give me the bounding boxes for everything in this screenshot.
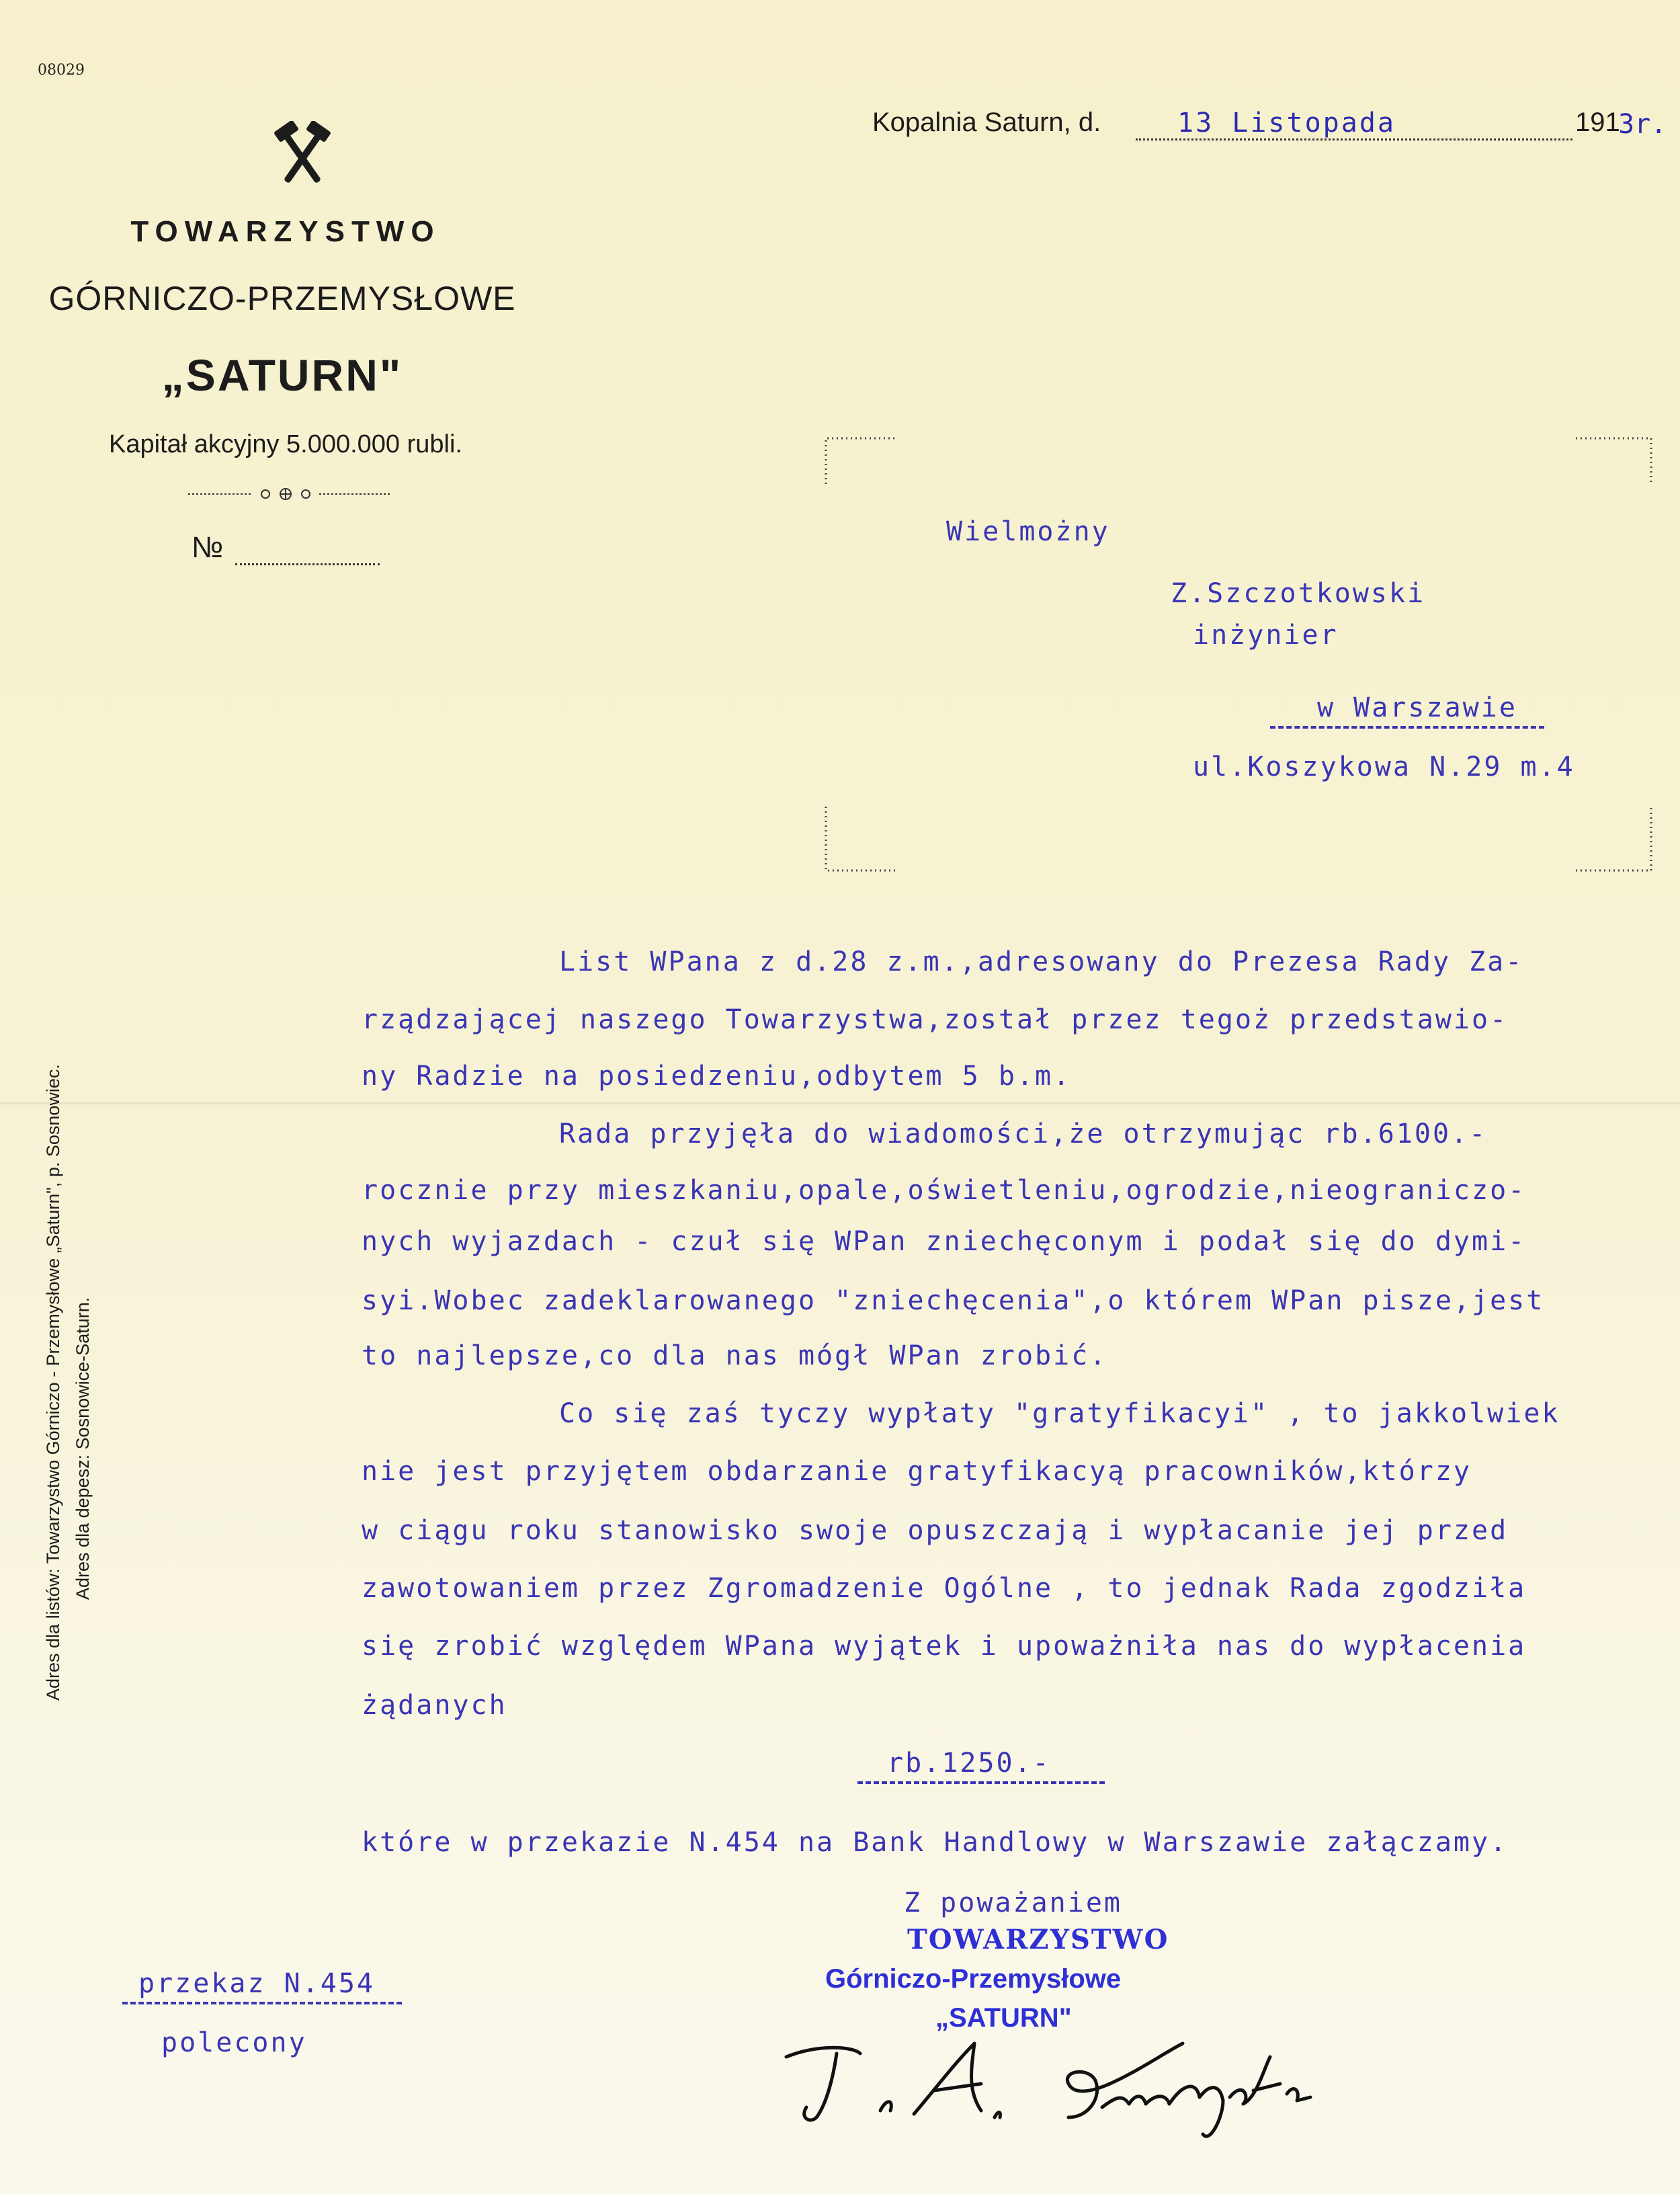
document-id: 08029 — [38, 62, 85, 79]
stamp-line-1: TOWARZYSTWO — [907, 1924, 1169, 1955]
body-line: rządzającej naszego Towarzystwa,został przez tegoż przedstawio- — [362, 1004, 1509, 1035]
body-line: żądanych — [362, 1690, 507, 1721]
recipient-city: w Warszawie — [1270, 692, 1544, 729]
company-line-2: GÓRNICZO-PRZEMYSŁOWE — [48, 280, 516, 317]
enclosure-note: polecony — [161, 2027, 307, 2058]
payment-amount: rb.1250.- — [857, 1748, 1105, 1784]
body-line: się zrobić względem WPana wyjątek i upoważniła nas do wypłacenia — [362, 1631, 1527, 1662]
body-line: rocznie przy mieszkaniu,opale,oświetleniu,ogrodzie,nieograniczo- — [362, 1175, 1527, 1206]
stamp-line-2: Górniczo-Przemysłowe — [825, 1964, 1122, 1994]
side-address-telegrams: Adres dla depesz: Sosnowice-Saturn. — [73, 1297, 93, 1600]
reference-number-label: № — [192, 531, 224, 564]
recipient-salutation: Wielmożny — [946, 516, 1110, 547]
body-line: Rada przyjęła do wiadomości,że otrzymując rb.6100.- — [559, 1119, 1488, 1149]
date-year-prefix: 191 — [1575, 108, 1620, 137]
date-dotted-line — [1136, 138, 1572, 140]
recipient-name: Z.Szczotkowski — [1171, 578, 1426, 609]
body-line: ny Radzie na posiedzeniu,odbytem 5 b.m. — [362, 1061, 1072, 1092]
body-line: nie jest przyjętem obdarzanie gratyfikacyą pracowników,którzy — [362, 1456, 1472, 1487]
body-line: zawotowaniem przez Zgromadzenie Ogólne , to jednak Rada zgodziła — [362, 1573, 1527, 1604]
regards: Z poważaniem — [904, 1887, 1122, 1918]
body-line: Co się zaś tyczy wypłaty "gratyfikacyi" , to jakkolwiek — [559, 1398, 1560, 1429]
side-address-letters: Adres dla listów: Towarzystwo Górniczo - Przemysłowe „Saturn", p. Sosnowiec. — [43, 1064, 63, 1701]
date-day-month: 13 Listopada — [1177, 108, 1396, 138]
recipient-title: inżynier — [1193, 620, 1339, 651]
body-line: List WPana z d.28 z.m.,adresowany do Prezesa Rady Za- — [559, 946, 1524, 977]
handwritten-signature — [780, 2017, 1351, 2151]
crossed-hammers-icon — [272, 121, 333, 188]
body-line: nych wyjazdach - czuł się WPan zniechęconym i podał się do dymi- — [362, 1226, 1527, 1257]
date-place: Kopalnia Saturn, d. — [872, 108, 1101, 137]
body-line: to najlepsze,co dla nas mógł WPan zrobić. — [362, 1340, 1108, 1371]
date-year-suffix: 3r. — [1618, 109, 1667, 140]
reference-number-line — [235, 563, 380, 565]
ornament-divider — [188, 484, 390, 504]
enclosure-reference: przekaz N.454 — [122, 1968, 402, 2004]
company-name: „SATURN" — [161, 350, 403, 400]
body-line: w ciągu roku stanowisko swoje opuszczają i wypłacanie jej przed — [362, 1515, 1509, 1546]
address-box-corners — [823, 430, 1656, 881]
share-capital: Kapitał akcyjny 5.000.000 rubli. — [109, 430, 462, 458]
closing-line: które w przekazie N.454 na Bank Handlowy w Warszawie załączamy. — [362, 1827, 1509, 1858]
company-line-1: TOWARZYSTWO — [130, 215, 441, 248]
date-line — [872, 108, 1101, 138]
fold-crease — [0, 1102, 1680, 1104]
body-line: syi.Wobec zadeklarowanego "zniechęcenia",o którem WPan pisze,jest — [362, 1285, 1545, 1316]
stamp-line-3: „SATURN" — [935, 2003, 1072, 2033]
recipient-street: ul.Koszykowa N.29 m.4 — [1193, 751, 1575, 782]
